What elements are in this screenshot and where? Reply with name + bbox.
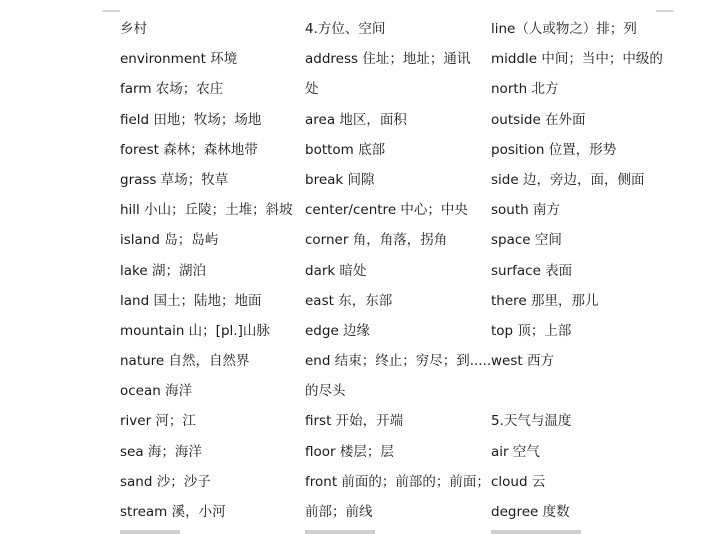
vocab-entry: air 空气 bbox=[491, 443, 540, 460]
vocab-entry: address 住址；地址；通讯 bbox=[305, 51, 471, 68]
vocab-entry: there 那里，那儿 bbox=[491, 292, 599, 309]
blank-line bbox=[491, 376, 691, 406]
vocab-entry: space 空间 bbox=[491, 232, 562, 249]
vocab-entry: bottom 底部 bbox=[305, 141, 386, 158]
vocab-entry: river 河；江 bbox=[120, 413, 196, 430]
vocab-entry: top 顶；上部 bbox=[491, 322, 572, 339]
vocab-entry: 的尽头 bbox=[305, 383, 346, 400]
vocab-entry: hill 小山；丘陵；土堆；斜坡 bbox=[120, 202, 293, 219]
vocab-entry: middle 中间；当中；中级的 bbox=[491, 51, 663, 68]
vocab-entry: surface 表面 bbox=[491, 262, 573, 279]
vocab-entry: dark 暗处 bbox=[305, 262, 367, 279]
vocab-entry: lake 湖；湖泊 bbox=[120, 262, 206, 279]
vocab-entry: forest 森林；森林地带 bbox=[120, 141, 258, 158]
cut-off-text-fragment bbox=[491, 530, 581, 534]
vocab-entry: front 前面的；前部的；前面； bbox=[305, 473, 490, 490]
vocab-entry: island 岛；岛屿 bbox=[120, 232, 219, 249]
vocab-entry: stream 溪，小河 bbox=[120, 504, 226, 520]
vocab-column-2 bbox=[305, 14, 492, 527]
cut-off-text-fragment bbox=[120, 530, 180, 534]
vocab-entry: area 地区，面积 bbox=[305, 111, 407, 128]
vocab-entry: farm 农场；农庄 bbox=[120, 81, 224, 98]
cut-off-text-fragment bbox=[305, 530, 375, 534]
vocab-entry: 处 bbox=[305, 81, 319, 98]
vocab-entry: west 西方 bbox=[491, 353, 554, 370]
page-corner-mark-left bbox=[102, 10, 120, 12]
vocab-entry: outside 在外面 bbox=[491, 111, 586, 128]
vocab-entry: environment 环境 bbox=[120, 51, 238, 68]
vocab-entry: side 边，旁边，面，侧面 bbox=[491, 171, 645, 188]
vocab-entry: degree 度数 bbox=[491, 504, 570, 520]
vocab-entry: land 国土；陆地；地面 bbox=[120, 292, 262, 309]
vocab-entry: first 开始，开端 bbox=[305, 413, 404, 430]
vocab-entry: break 间隙 bbox=[305, 171, 375, 188]
vocab-entry: south 南方 bbox=[491, 202, 560, 219]
vocab-entry: position 位置，形势 bbox=[491, 141, 617, 158]
vocab-entry: 乡村 bbox=[120, 21, 147, 37]
vocab-entry: sea 海；海洋 bbox=[120, 443, 202, 460]
vocab-entry: center/centre 中心；中央 bbox=[305, 202, 468, 219]
section-heading: 4.方位、空间 bbox=[305, 21, 386, 37]
section-heading: 5.天气与温度 bbox=[491, 413, 572, 430]
vocab-entry: north 北方 bbox=[491, 81, 559, 98]
vocab-entry: end 结束；终止；穷尽；到..... bbox=[305, 353, 492, 370]
vocab-entry: nature 自然，自然界 bbox=[120, 353, 250, 370]
vocab-entry: east 东，东部 bbox=[305, 292, 393, 309]
vocab-entry: ocean 海洋 bbox=[120, 383, 193, 400]
page-corner-mark-right bbox=[656, 10, 674, 12]
vocab-column-1 bbox=[120, 14, 300, 527]
vocab-entry: floor 楼层；层 bbox=[305, 443, 394, 460]
vocab-entry: corner 角，角落，拐角 bbox=[305, 232, 448, 249]
vocab-column-3 bbox=[491, 14, 691, 527]
vocab-entry: mountain 山；[pl.]山脉 bbox=[120, 322, 270, 339]
vocab-entry: grass 草场；牧草 bbox=[120, 171, 229, 188]
vocab-entry: line（人或物之）排；列 bbox=[491, 21, 637, 37]
vocab-entry: field 田地；牧场；场地 bbox=[120, 111, 262, 128]
vocab-entry: sand 沙；沙子 bbox=[120, 473, 211, 490]
vocab-entry: 前部；前线 bbox=[305, 504, 373, 520]
vocab-entry: cloud 云 bbox=[491, 473, 546, 490]
vocab-entry: edge 边缘 bbox=[305, 322, 371, 339]
